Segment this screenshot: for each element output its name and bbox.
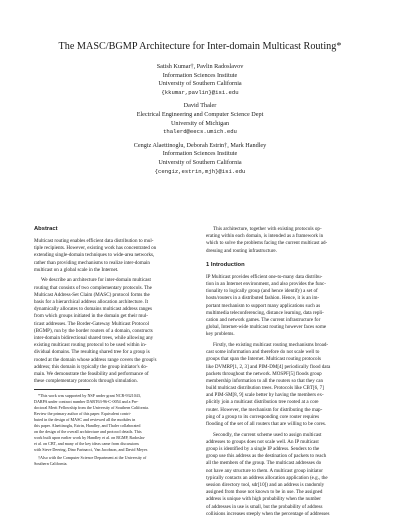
text-line: routing that consists of two complementary protocols. The	[34, 284, 152, 291]
text-line: dynamically allocates to domains multicast address ranges	[34, 306, 153, 313]
author-names: Satish Kumar†, Pavlin Radoslavov	[156, 63, 244, 70]
text-line: typically contacts an address allocation application (e.g., the	[206, 474, 328, 481]
text-line: extending single-domain techniques to wide-area networks,	[34, 252, 155, 259]
author-affiliation: University of Southern California	[158, 80, 242, 88]
intro-paragraph	[206, 274, 366, 339]
author-list	[0, 63, 400, 181]
abstract-heading: Abstract	[34, 226, 58, 232]
intro-paragraph	[206, 432, 366, 518]
text-line: not have any structure to them. A multicast group initiator	[206, 467, 323, 474]
text-line: erating within each domain, is intended as a framework in	[206, 233, 324, 240]
author-email: {kkumar,pavlin}@isi.edu	[161, 88, 239, 96]
author-affiliation: Information Sciences Institute	[162, 71, 238, 79]
right-column	[206, 226, 366, 518]
text-line: Multicast routing enables efficient data distribution to mul-	[34, 238, 154, 244]
text-line: This architecture, together with existing protocols op-	[213, 226, 322, 232]
author-names: Cengiz Alaettinoglu, Deborah Estrin†, Mark Handley	[133, 141, 267, 149]
text-line: hosts/routers in a distributed fashion. Hence, it is an im-	[206, 295, 320, 302]
author-affiliation: University of Southern California	[158, 158, 242, 166]
footnote-line: et al. on CBT, and many of the key ideas came from discussions	[34, 441, 139, 447]
text-line: cast some information and therefore do not scale well to	[206, 349, 320, 356]
abstract-body	[34, 238, 194, 385]
text-line: main. We demonstrate the feasibility and performance of	[34, 370, 149, 377]
author-email: {cengiz,estrin,mjh}@isi.edu	[154, 167, 246, 175]
footnote-line: this paper. Alaettinoglu, Estrin, Handley, and Thaler collaborated	[34, 423, 141, 429]
text-line: build multicast distribution trees. Protocols like CBT[6, 7]	[206, 385, 324, 392]
text-line: dressing and routing infrastructure.	[206, 247, 277, 254]
text-line: which to solve the problems facing the current multicast ad-	[206, 240, 328, 247]
text-line: inter-domain bidirectional shared trees, while allowing any	[34, 334, 154, 341]
text-line: packets throughout the network. MOSPF[5] floods group	[206, 370, 322, 377]
author-affiliation: Electrical Engineering and Computer Science Dept	[136, 110, 264, 118]
footnote-line: DARPA under contract number DABT63-96-C-0054 and a Pre-	[34, 399, 139, 405]
text-line: of addresses in use is small, but the probability of address	[206, 503, 323, 510]
author-names: David Thaler	[183, 102, 217, 110]
text-line: portant mechanism to support many applications such as	[206, 302, 321, 309]
footnote-line: work built upon earlier work by Handley et al. on BGMP, Radoslav	[34, 435, 145, 441]
text-line: group use this address as the destination of packets to reach	[206, 453, 327, 460]
text-line: We describe an architecture for inter-domain multicast	[41, 277, 151, 284]
text-line: rooted at the domain whose address range covers the group's	[34, 356, 157, 363]
text-line: rather than providing mechanisms to realize inter-domain	[34, 259, 150, 266]
text-line: Secondly, the current scheme used to assign multicast	[213, 431, 322, 438]
intro-paragraph	[206, 342, 366, 428]
text-line: assigned from those not known to be in use. The assigned	[206, 489, 323, 496]
text-line: group is identified by a single IP address. Senders to the	[206, 446, 320, 453]
author-affiliation: University of Michigan	[170, 119, 230, 127]
author-block	[0, 142, 400, 176]
text-line: from which groups initiated in the domain get their mul-	[34, 313, 148, 320]
text-line: plicitly join a multicast distribution tree rooted at a core	[206, 399, 319, 406]
paper-title: The MASC/BGMP Architecture for Inter-domain Multicast Routing*	[58, 41, 342, 52]
text-line: (BGMP), run by the border routers of a domain, constructs	[34, 327, 153, 334]
abstract-paragraph	[34, 277, 194, 385]
author-email: thalerd@eecs.umich.edu	[163, 128, 237, 136]
text-line: groups that span the Internet. Multicast routing protocols	[206, 356, 321, 363]
author-affiliation: Information Sciences Institute	[162, 150, 238, 158]
footnote-rule	[34, 389, 90, 390]
text-line: IP Multicast provides efficient one-to-many data distribu-	[206, 273, 323, 280]
left-column	[34, 226, 194, 468]
text-line: ping of a group to its corresponding core router requires	[206, 413, 320, 420]
footnotes	[34, 393, 194, 467]
intro-lead-paragraph	[206, 226, 366, 255]
text-line: session directory tool, sdr[10]) and an address is randomly	[206, 482, 325, 488]
text-line: global, Internet-wide multicast routing however faces some	[206, 324, 327, 331]
footnote	[34, 393, 194, 453]
text-line: tionality to logically group (and hence identify) a set of	[206, 288, 318, 295]
text-line: router. However, the mechanism for distributing the map-	[206, 406, 323, 413]
footnote-line: buted in the design of MASC and reviewed all the modules in	[34, 417, 136, 423]
text-line: tiple recipients. However, existing work has concentrated on	[34, 245, 157, 252]
footnote	[34, 455, 194, 467]
text-line: key problems.	[206, 331, 235, 338]
text-line: cation and network games. The current infrastructure for	[206, 316, 321, 323]
introduction-body	[206, 274, 366, 518]
text-line: basis for a hierarchical address allocation architecture. It	[34, 299, 149, 305]
abstract-paragraph	[34, 238, 194, 274]
author-block	[0, 102, 400, 136]
text-line: address; this domain is typically the group initiator's do-	[34, 363, 148, 370]
text-line: tion in an Internet environment, and also provides the func-	[206, 280, 326, 287]
footnote-line: Southern California.	[34, 460, 68, 466]
text-line: flooding of the set of all routers that are willing to be cores.	[206, 421, 327, 427]
section-heading: 1 Introduction	[206, 261, 245, 268]
intro-lead	[206, 226, 366, 255]
text-line: membership information to all the routers so that they can	[206, 377, 324, 384]
text-line: ticast addresses. The Border-Gateway Multicast Protocol	[34, 320, 150, 327]
footnote-line: doctoral Merit Fellowship from the University of Southern California.	[34, 405, 149, 411]
text-line: like DVMRP[1, 2, 3] and PIM-DM[4] periodically flood data	[206, 363, 331, 370]
text-line: Multicast Address-Set Claim (MASC) protocol forms the	[34, 291, 150, 298]
footnote-line: Review the primary author of this paper. Equivalent contri-	[34, 411, 131, 417]
text-line: multicast on a global scale in the Internet.	[34, 266, 119, 273]
footnote-line: with Steve Deering, Dino Farinacci, Van Jacobson, and David Meyer.	[34, 447, 148, 453]
text-line: address is unique with high probability when the number	[206, 496, 321, 503]
text-line: existing multicast routing protocol to be used within in-	[34, 342, 147, 349]
text-line: Firstly, the existing multicast routing mechanisms broad-	[213, 341, 329, 348]
text-line: all the members of the group. The multicast addresses do	[206, 460, 322, 467]
text-line: these complementary protocols through simulation.	[34, 378, 138, 385]
text-line: multimedia teleconferencing, distance learning, data repli-	[206, 309, 324, 316]
text-line: addresses to groups does not scale well. An IP multicast	[206, 438, 319, 445]
text-line: and PIM-SM[8, 9] scale better by having the members ex-	[206, 392, 324, 399]
text-line: collisions increases steeply when the percentage of addresses	[206, 510, 330, 517]
footnote-line: *This work was supported by NSF under grant NCR-9321043,	[38, 393, 141, 399]
text-line: dividual domains. The resulting shared tree for a group is	[34, 349, 150, 356]
footnote-line: on the design of the overall architecture and protocol details. This	[34, 429, 142, 435]
author-block	[0, 63, 400, 97]
footnote-line: †Also with the Computer Science Department at the University of	[38, 454, 147, 460]
